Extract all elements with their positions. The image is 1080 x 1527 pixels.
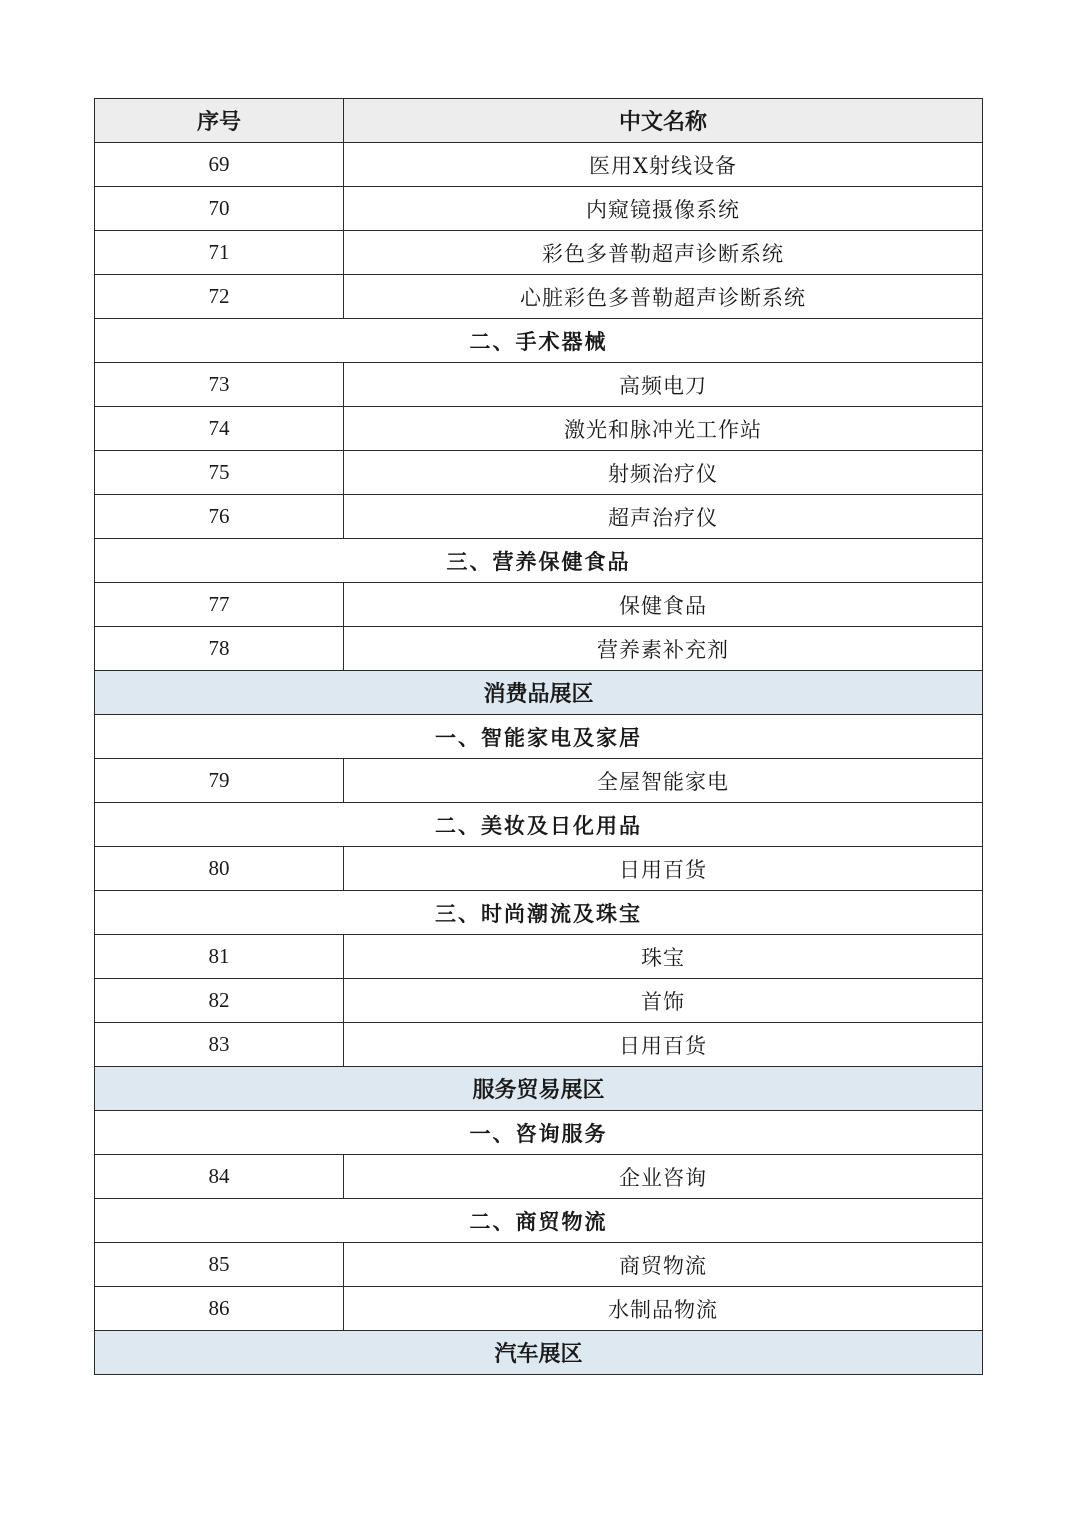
serial-number-cell: 82 — [95, 979, 344, 1023]
product-name-cell: 全屋智能家电 — [344, 759, 983, 803]
subcategory-title: 二、美妆及日化用品 — [95, 803, 983, 847]
table-header-row — [95, 99, 983, 143]
serial-number-cell: 84 — [95, 1155, 344, 1199]
serial-number-cell: 76 — [95, 495, 344, 539]
serial-number-cell: 86 — [95, 1287, 344, 1331]
product-name-cell: 保健食品 — [344, 583, 983, 627]
table-body — [95, 143, 983, 1375]
product-name-cell: 彩色多普勒超声诊断系统 — [344, 231, 983, 275]
subcategory-row — [95, 319, 983, 363]
serial-number-cell: 69 — [95, 143, 344, 187]
subcategory-row — [95, 715, 983, 759]
product-name-cell: 企业咨询 — [344, 1155, 983, 1199]
table-row — [95, 275, 983, 319]
table-row — [95, 1287, 983, 1331]
product-name-cell: 心脏彩色多普勒超声诊断系统 — [344, 275, 983, 319]
subcategory-title: 三、营养保健食品 — [95, 539, 983, 583]
product-name-cell: 水制品物流 — [344, 1287, 983, 1331]
table-row — [95, 1023, 983, 1067]
subcategory-title: 三、时尚潮流及珠宝 — [95, 891, 983, 935]
table-row — [95, 187, 983, 231]
serial-number-cell: 80 — [95, 847, 344, 891]
product-name-cell: 日用百货 — [344, 1023, 983, 1067]
table-row — [95, 363, 983, 407]
subcategory-title: 二、商贸物流 — [95, 1199, 983, 1243]
subcategory-row — [95, 891, 983, 935]
product-name-cell: 内窥镜摄像系统 — [344, 187, 983, 231]
table-row — [95, 759, 983, 803]
subcategory-title: 一、咨询服务 — [95, 1111, 983, 1155]
subcategory-row — [95, 1199, 983, 1243]
serial-number-cell: 71 — [95, 231, 344, 275]
product-name-cell: 超声治疗仪 — [344, 495, 983, 539]
serial-number-cell: 83 — [95, 1023, 344, 1067]
product-name-cell: 珠宝 — [344, 935, 983, 979]
header-serial-number: 序号 — [95, 99, 344, 143]
serial-number-cell: 70 — [95, 187, 344, 231]
serial-number-cell: 81 — [95, 935, 344, 979]
table-row — [95, 143, 983, 187]
product-name-cell: 射频治疗仪 — [344, 451, 983, 495]
table-row — [95, 495, 983, 539]
exhibition-zone-title: 汽车展区 — [95, 1331, 983, 1375]
table-row — [95, 979, 983, 1023]
table-row — [95, 935, 983, 979]
serial-number-cell: 78 — [95, 627, 344, 671]
product-name-cell: 激光和脉冲光工作站 — [344, 407, 983, 451]
serial-number-cell: 85 — [95, 1243, 344, 1287]
header-chinese-name: 中文名称 — [344, 99, 983, 143]
exhibition-zone-row — [95, 1067, 983, 1111]
serial-number-cell: 77 — [95, 583, 344, 627]
exhibition-zone-title: 服务贸易展区 — [95, 1067, 983, 1111]
exhibition-zone-row — [95, 1331, 983, 1375]
table-row — [95, 627, 983, 671]
product-name-cell: 医用X射线设备 — [344, 143, 983, 187]
table-row — [95, 1243, 983, 1287]
table-row — [95, 1155, 983, 1199]
serial-number-cell: 79 — [95, 759, 344, 803]
subcategory-row — [95, 803, 983, 847]
product-name-cell: 商贸物流 — [344, 1243, 983, 1287]
subcategory-row — [95, 1111, 983, 1155]
product-name-cell: 营养素补充剂 — [344, 627, 983, 671]
exhibition-zone-title: 消费品展区 — [95, 671, 983, 715]
serial-number-cell: 74 — [95, 407, 344, 451]
table-row — [95, 583, 983, 627]
exhibition-zone-row — [95, 671, 983, 715]
serial-number-cell: 73 — [95, 363, 344, 407]
table-row — [95, 407, 983, 451]
product-table — [94, 98, 983, 1375]
table-row — [95, 451, 983, 495]
product-name-cell: 日用百货 — [344, 847, 983, 891]
product-name-cell: 首饰 — [344, 979, 983, 1023]
table-row — [95, 847, 983, 891]
subcategory-title: 二、手术器械 — [95, 319, 983, 363]
subcategory-title: 一、智能家电及家居 — [95, 715, 983, 759]
serial-number-cell: 72 — [95, 275, 344, 319]
subcategory-row — [95, 539, 983, 583]
serial-number-cell: 75 — [95, 451, 344, 495]
product-name-cell: 高频电刀 — [344, 363, 983, 407]
table-row — [95, 231, 983, 275]
